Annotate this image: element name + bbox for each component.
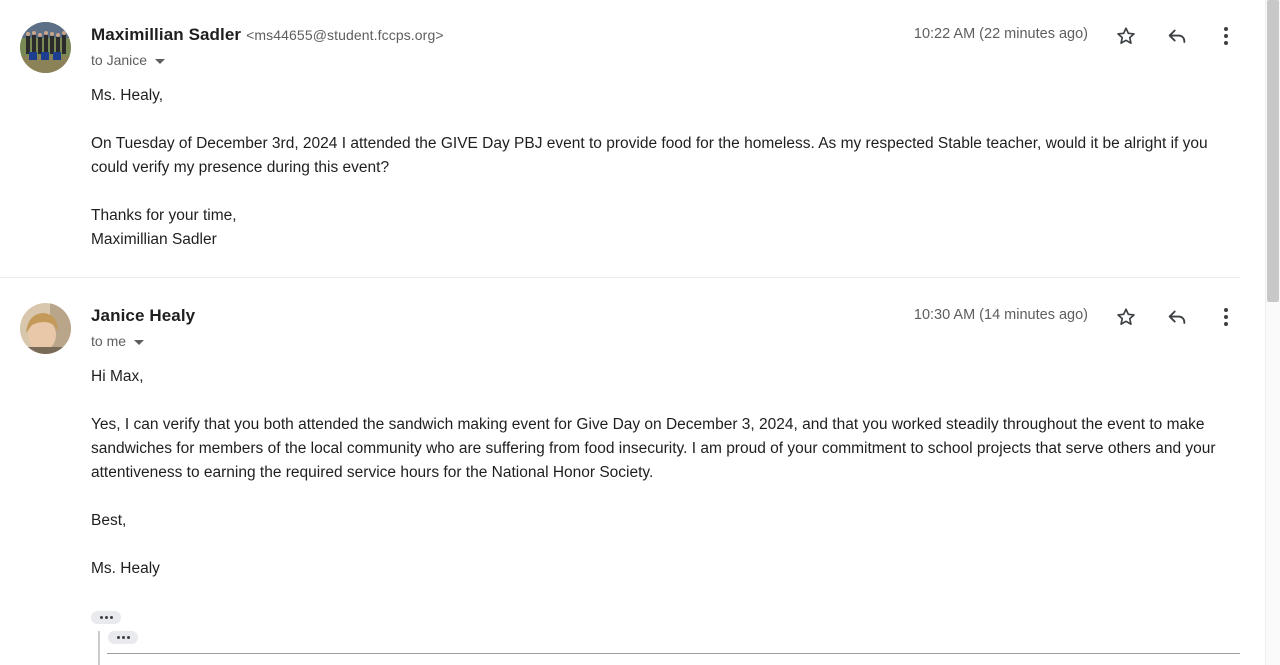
recipient-label: to me: [91, 333, 127, 349]
reply-button[interactable]: [1163, 22, 1191, 50]
recipient-label: to Janice: [91, 52, 148, 68]
star-button[interactable]: [1112, 22, 1140, 50]
more-vert-icon: [1223, 307, 1229, 327]
more-vert-icon: [1223, 26, 1229, 46]
sender-avatar[interactable]: [20, 303, 71, 354]
message-body: [91, 365, 1236, 581]
star-icon: [1115, 306, 1137, 328]
more-options-button[interactable]: [1212, 22, 1240, 50]
reply-icon: [1166, 25, 1188, 47]
sender-email: <ms44655@student.fccps.org>: [246, 27, 444, 43]
sender-avatar[interactable]: [20, 22, 71, 73]
scrollbar[interactable]: [1265, 0, 1280, 665]
message-1: [0, 0, 1240, 278]
paragraph: Yes, I can verify that you both attended the sandwich making event for Give Day on December 3, 2024, and that you worked steadily throughout the event to make sandwiches for members of the local community who are suffering from food insecurity. I am proud of your commitment to school projects that serve others and your attentiveness to earning the required service hours for the National Honor Society.: [91, 416, 1216, 481]
recipient-details-toggle[interactable]: [91, 52, 165, 68]
reply-button[interactable]: [1163, 303, 1191, 331]
greeting: Hi Max,: [91, 368, 144, 385]
quote-bar: [98, 631, 100, 665]
message-body: [91, 84, 1236, 252]
star-button[interactable]: [1112, 303, 1140, 331]
timestamp: 10:22 AM (22 minutes ago): [913, 26, 1088, 42]
caret-down-icon: [155, 59, 165, 64]
more-options-button[interactable]: [1212, 303, 1240, 331]
quote-divider: [107, 653, 1240, 654]
caret-down-icon: [134, 340, 144, 345]
scrollbar-thumb[interactable]: [1267, 0, 1279, 302]
recipient-details-toggle[interactable]: [91, 333, 144, 349]
sender-name[interactable]: Maximillian Sadler <ms44655@student.fccps.org>: [91, 25, 444, 44]
reply-icon: [1166, 306, 1188, 328]
sender-signature: Maximillian Sadler: [91, 231, 217, 248]
ellipsis-icon: [117, 636, 120, 639]
message-2: [0, 278, 1240, 665]
closing-line: Thanks for your time,: [91, 207, 237, 224]
greeting: Ms. Healy,: [91, 87, 164, 104]
sender-name[interactable]: Janice Healy: [91, 306, 196, 325]
closing-line: Best,: [91, 512, 127, 529]
ellipsis-icon: [100, 616, 103, 619]
paragraph: On Tuesday of December 3rd, 2024 I attended the GIVE Day PBJ event to provide food for the homeless. As my respected Stable teacher, would it be alright if you could verify my presence during this event?: [91, 135, 1208, 176]
sender-signature: Ms. Healy: [91, 560, 160, 577]
star-icon: [1115, 25, 1137, 47]
timestamp: 10:30 AM (14 minutes ago): [913, 307, 1088, 323]
show-quoted-text-button[interactable]: [108, 631, 138, 644]
show-trimmed-content-button[interactable]: [91, 611, 121, 624]
